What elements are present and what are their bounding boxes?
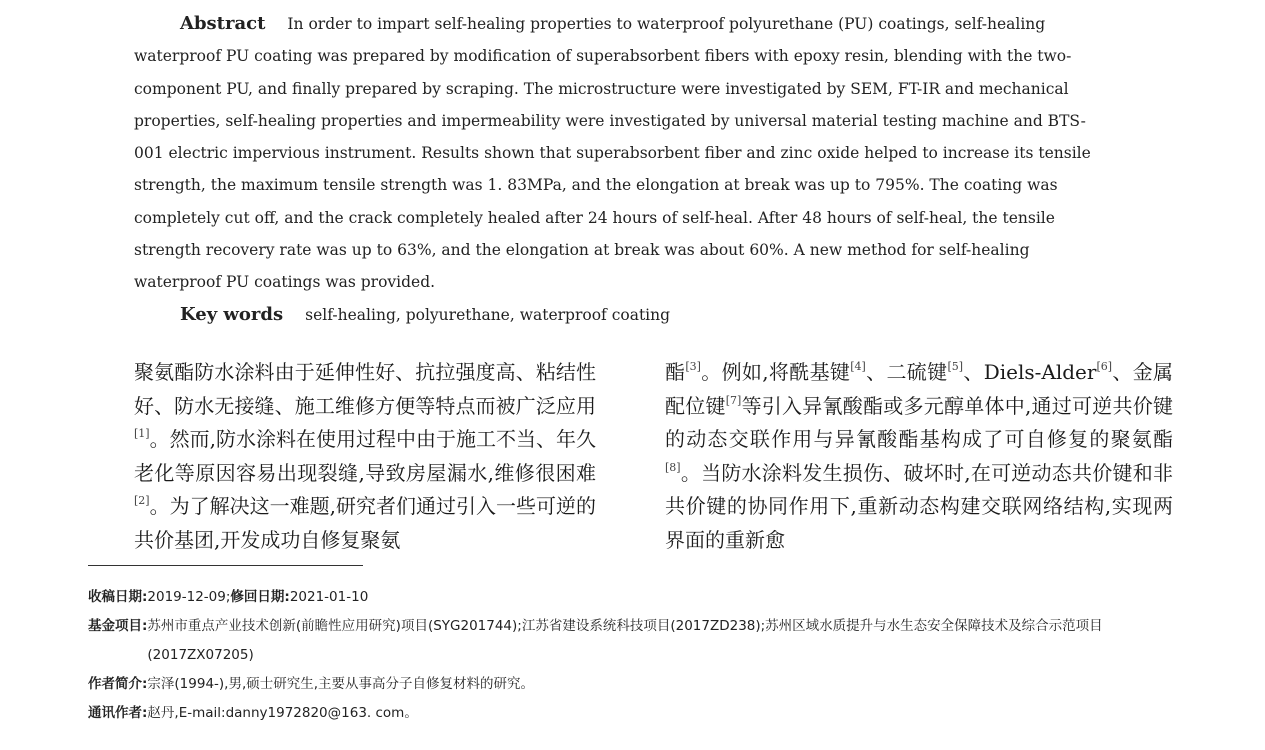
abstract-line-2: waterproof PU coating was prepared by modification of superabsorbent fibers with epoxy resin, blending with the two- [134,47,1072,66]
keywords-label: Key words [180,304,284,325]
abstract-line-1: Abstract In order to impart self-healing properties to waterproof polyurethane (PU) coatings, self-healing [180,13,1046,34]
abstract-section [134,8,1126,299]
abstract-line-5: 001 electric impervious instrument. Results shown that superabsorbent fiber and zinc oxide helped to increase its tensile [134,144,1091,163]
abstract-line-4: properties, self-healing properties and impermeability were investigated by universal material testing machine and BTS- [134,111,1086,130]
abstract-line-3: component PU, and finally prepared by scraping. The microstructure were investigated by SEM, FT-IR and mechanical [134,79,1069,98]
abstract-line-7: completely cut off, and the crack completely healed after 24 hours of self-heal. After 48 hours of self-heal, the tensile [134,208,1055,227]
abstract-line-8: strength recovery rate was up to 63%, and the elongation at break was about 60%. A new method for self-healing [134,241,1030,260]
footnote-divider [88,565,363,566]
keywords-text: self-healing, polyurethane, waterproof coating [305,306,671,324]
abstract-label: Abstract [180,13,266,34]
footnote-dates: 收稿日期: 2019-12-09; 修回日期: 2021-01-10 [88,589,369,605]
abstract-line-6: strength, the maximum tensile strength was 1. 83MPa, and the elongation at break was up to 795%. The coating was [134,176,1058,195]
body-column-right [665,356,1173,558]
citation-ref[interactable]: [8] [665,460,681,474]
citation-ref[interactable]: [6] [1096,360,1113,373]
footnote-corresponding: 通讯作者: 赵丹,E-mail:danny1972820@163. com。 [88,705,418,721]
footnote-fund: 基金项目: 苏州市重点产业技术创新(前瞻性应用研究)项目(SYG201744);江苏省建设系统科技项目(2017ZD238);苏州区域水质提升与水生态安全保障技术及综合示范项目(2017ZX07205) [88,618,1103,663]
body-paragraph: 酯[3]。例如,将酰基键[4]、二硫键[5]、Diels-Alder[6]、金属配位键[7]等引入异氰酸酯或多元醇单体中,通过可逆共价键的动态交联作用与异氰酸酯基构成了可自修复的聚氨酯[8]。当防水涂料发生损伤、破坏时,在可逆动态共价键和非共价键的协同作用下,重新动态构建交联网络结构,实现两界面的重新愈 [665,360,1174,552]
citation-ref[interactable]: [7] [725,393,742,407]
body-column-left [88,356,596,558]
citation-ref[interactable]: [2] [134,494,150,508]
citation-ref[interactable]: [1] [134,427,150,441]
footnote-author: 作者简介: 宗泽(1994-),男,硕士研究生,主要从事高分子自修复材料的研究。 [88,676,535,692]
citation-ref[interactable]: [5] [947,360,964,373]
keywords-section [180,300,670,330]
body-paragraph: 聚氨酯防水涂料由于延伸性好、抗拉强度高、粘结性好、防水无接缝、施工维修方便等特点而被广泛应用[1]。然而,防水涂料在使用过程中由于施工不当、年久老化等原因容易出现裂缝,导致房屋漏水,维修很困难[2]。为了解决这一难题,研究者们通过引入一些可逆的共价基团,开发成功自修复聚氨 [134,360,596,552]
citation-ref[interactable]: [3] [685,360,701,373]
footnotes-section [88,583,1178,728]
citation-ref[interactable]: [4] [850,360,866,373]
abstract-line-9: waterproof PU coatings was provided. [134,273,436,292]
